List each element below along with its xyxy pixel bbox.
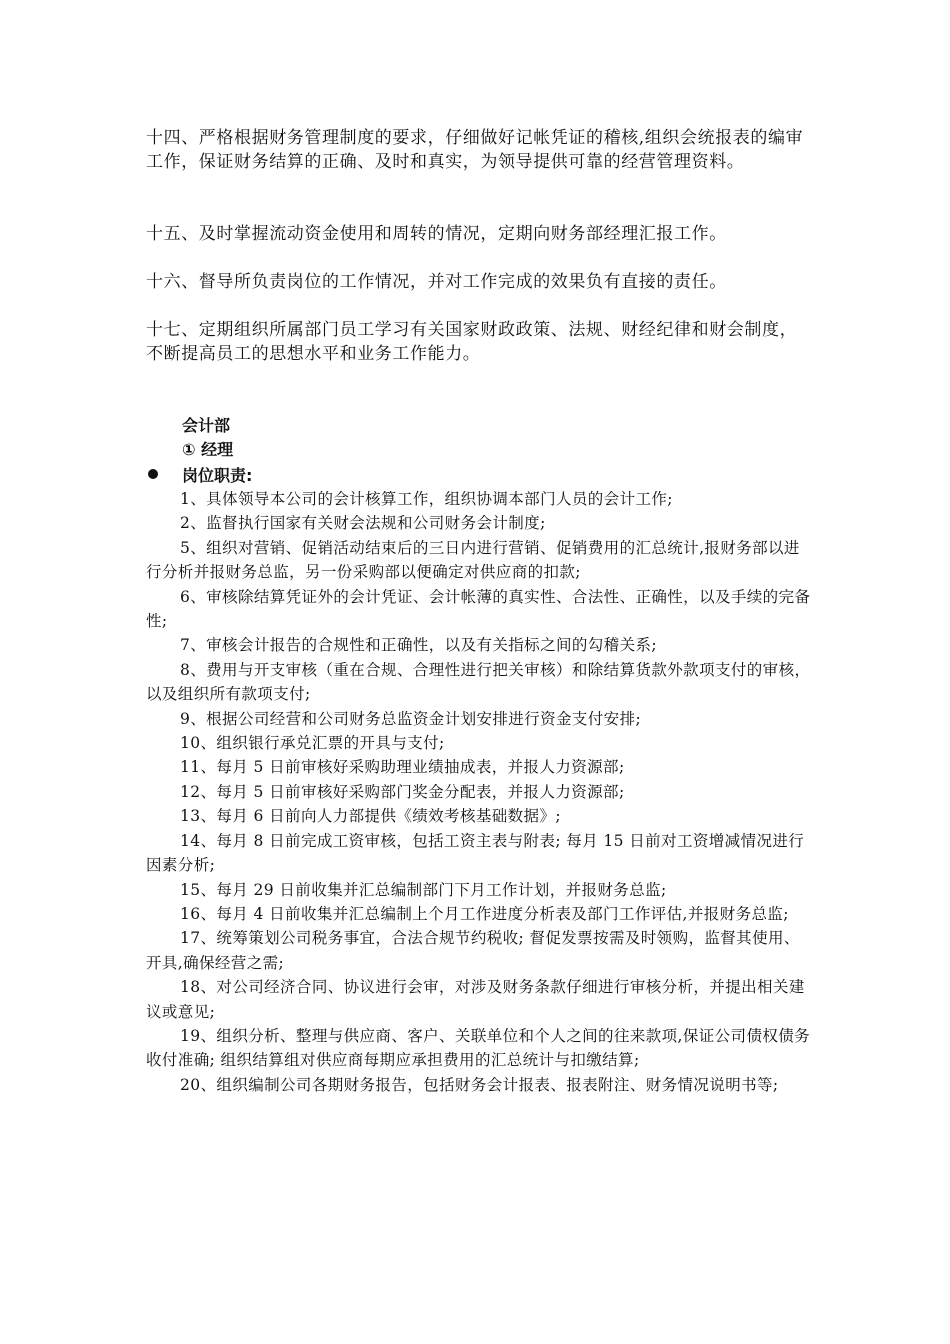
- duty-item: 14、每月 8 日前完成工资审核，包括工资主表与附表; 每月 15 日前对工资增减情况进行因素分析;: [146, 831, 805, 875]
- duty-item: 20、组织编制公司各期财务报告，包括财务会计报表、报表附注、财务情况说明书等;: [180, 1075, 779, 1094]
- duties-list: [146, 487, 814, 1097]
- duty-item: 2、监督执行国家有关财会法规和公司财务会计制度;: [180, 514, 546, 533]
- intro-paragraph-17: 十七、定期组织所属部门员工学习有关国家财政政策、法规、财经纪律和财会制度，不断提高员工的思想水平和业务工作能力。: [146, 320, 798, 364]
- duty-item: 12、每月 5 日前审核好采购部门奖金分配表，并报人力资源部;: [180, 782, 625, 801]
- department-heading: 会计部: [182, 416, 231, 435]
- duty-item: 11、每月 5 日前审核好采购助理业绩抽成表，并报人力资源部;: [180, 758, 625, 777]
- duty-item: 8、费用与开支审核（重在合规、合理性进行把关审核）和除结算货款外款项支付的审核，以及组织所有款项支付;: [146, 660, 811, 704]
- duty-item: 9、根据公司经营和公司财务总监资金计划安排进行资金支付安排;: [180, 709, 642, 728]
- duties-heading-row: [146, 462, 253, 486]
- intro-paragraph-16: 十六、督导所负责岗位的工作情况，并对工作完成的效果负有直接的责任。: [146, 272, 727, 292]
- duty-item: 7、审核会计报告的合规性和正确性，以及有关指标之间的勾稽关系;: [180, 636, 657, 655]
- duty-item: 19、组织分析、整理与供应商、客户、关联单位和个人之间的往来款项,保证公司债权债务收付准确; 组织结算组对供应商每期应承担费用的汇总统计与扣缴结算;: [146, 1026, 811, 1070]
- duty-item: 18、对公司经济合同、协议进行会审，对涉及财务条款仔细进行审核分析，并提出相关建议或意见;: [146, 978, 805, 1021]
- duty-item: 5、组织对营销、促销活动结束后的三日内进行营销、促销费用的汇总统计,报财务部以进行分析并报财务总监，另一份采购部以便确定对供应商的扣款;: [146, 538, 800, 582]
- position-heading: ① 经理: [182, 440, 234, 459]
- duty-item: 13、每月 6 日前向人力部提供《绩效考核基础数据》;: [180, 807, 561, 826]
- duty-item: 10、组织银行承兑汇票的开具与支付;: [180, 734, 445, 753]
- intro-paragraph-15: 十五、及时掌握流动资金使用和周转的情况，定期向财务部经理汇报工作。: [146, 224, 727, 244]
- intro-paragraph-14: 十四、严格根据财务管理制度的要求，仔细做好记帐凭证的稽核,组织会统报表的编审工作，保证财务结算的正确、及时和真实，为领导提供可靠的经营管理资料。: [146, 128, 804, 172]
- duty-item: 17、统筹策划公司税务事宜，合法合规节约税收; 督促发票按需及时领购，监督其使用、开具,确保经营之需;: [146, 929, 800, 972]
- duty-item: 16、每月 4 日前收集并汇总编制上个月工作进度分析表及部门工作评估,并报财务总监;: [180, 904, 789, 923]
- duty-item: 15、每月 29 日前收集并汇总编制部门下月工作计划，并报财务总监;: [180, 880, 667, 899]
- duty-item: 6、审核除结算凭证外的会计凭证、会计帐薄的真实性、合法性、正确性，以及手续的完备性;: [146, 587, 811, 631]
- duty-item: 1、具体领导本公司的会计核算工作，组织协调本部门人员的会计工作;: [180, 490, 673, 508]
- bullet-icon: [148, 469, 158, 479]
- duties-heading: 岗位职责:: [182, 465, 253, 485]
